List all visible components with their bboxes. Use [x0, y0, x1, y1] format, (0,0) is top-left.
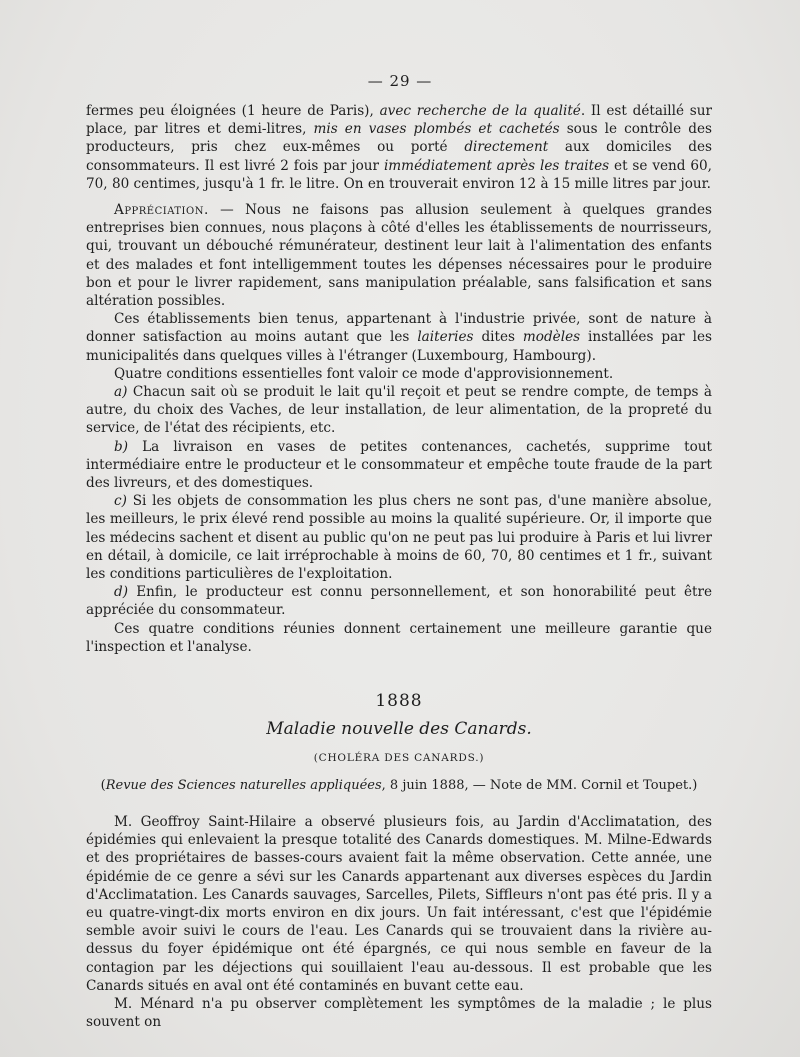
italic-text: mis en vases plombés et cachetés — [313, 121, 560, 138]
text: La livraison en vases de petites contenances, cachetés, supprime tout intermédiaire entre le producteur et le consommateur et empêche toute fraude de la part des livreurs, et des domestiques. — [86, 438, 712, 492]
paragraph-establishments — [86, 310, 712, 365]
italic-text: avec recherche de la qualité — [379, 103, 581, 119]
appreciation-heading: Appréciation. — [114, 202, 209, 219]
section-source — [86, 777, 712, 795]
italic-text: laiteries — [417, 329, 474, 346]
condition-label: c) — [114, 493, 127, 510]
section-subtitle: (CHOLÉRA DES CANARDS.) — [313, 751, 485, 764]
text: . Il est détaillé sur place, par litres et demi-litres, — [86, 103, 712, 138]
section-year: 1888 — [375, 691, 423, 712]
text: fermes peu éloignées (1 heure de Paris), — [86, 103, 380, 119]
text: — Nous ne faisons pas allusion seulement à quelques grandes entreprises bien connues, nous plaçons à côté d'elles les établissements de nourrisseurs, qui, trouvant un débouché rémunérateur, destinent leur lait à l'alimentation des enfants et des malades et font intelligemment toutes les dépenses nécessaires pour le produire bon et pour le livrer rapidement, sans manipulation préalable, sans falsification et sans altération possibles. — [86, 202, 712, 310]
paragraph-conclusion: Ces quatre conditions réunies donnent certainement une meilleure garantie que l'inspection et l'analyse. — [86, 620, 712, 655]
condition-label: b) — [114, 438, 129, 455]
text: dites — [473, 329, 523, 346]
italic-text: modèles — [522, 329, 581, 346]
document-body — [86, 102, 712, 1031]
text: aux domiciles des consommateurs. Il est livré 2 fois par jour — [86, 139, 712, 174]
paragraph-four-conditions: Quatre conditions essentielles font valoir ce mode d'approvisionnement. — [114, 365, 614, 382]
source-journal: Revue des Sciences naturelles appliquées — [105, 777, 382, 793]
text: Enfin, le producteur est connu personnellement, et son honorabilité peut être appréciée du consommateur. — [86, 584, 712, 619]
italic-text: directement — [464, 139, 549, 156]
text: et se vend 60, 70, 80 centimes, jusqu'à 1 fr. le litre. On en trouverait environ 12 à 15 mille litres par jour. — [86, 157, 712, 192]
condition-c — [86, 492, 712, 583]
paragraph-milk-supply — [86, 102, 712, 193]
text: sous le contrôle des producteurs, pris chez eux-mêmes ou porté — [86, 121, 712, 156]
text: ( — [100, 777, 106, 793]
text: , 8 juin 1888, — Note de MM. Cornil et Toupet.) — [381, 777, 698, 793]
page-number: — 29 — — [367, 72, 433, 90]
paragraph-menard: M. Ménard n'a pu observer complètement les symptômes de la maladie ; le plus souvent on — [86, 995, 712, 1031]
text: Si les objets de consommation les plus chers ne sont pas, d'une manière absolue, les meilleurs, le prix élevé rend possible au moins la qualité supérieure. Or, il importe que les médecins sachent et disent au public qu'on ne peut pas lui produire à Paris et lui livrer en détail, à domicile, ce lait irréprochable à moins de 60, 70, 80 centimes et 1 fr., suivant les conditions particulières de l'exploitation. — [86, 493, 712, 583]
italic-text: immédiatement après les traites — [383, 157, 610, 174]
condition-a — [86, 383, 712, 438]
text: Chacun sait où se produit le lait qu'il reçoit et peut se rendre compte, de temps à autre, du choix des Vaches, de leur installation, de leur alimentation, de la propreté du service, de l'état des récipients, etc. — [86, 384, 712, 437]
text: Ces établissements bien tenus, appartenant à l'industrie privée, sont de nature à donner satisfaction au moins autant que les — [86, 311, 712, 346]
condition-label: a) — [114, 384, 128, 401]
section-title: Maladie nouvelle des Canards. — [266, 719, 532, 740]
text: installées par les municipalités dans quelques villes à l'étranger (Luxembourg, Hambourg). — [86, 329, 712, 364]
paragraph-appreciation — [86, 201, 712, 310]
condition-label: d) — [114, 584, 129, 601]
paragraph-geoffroy: M. Geoffroy Saint-Hilaire a observé plusieurs fois, au Jardin d'Acclimatation, des épidémies qui enlevaient la presque totalité des Canards domestiques. M. Milne-Edwards et des propriétaires de basses-cours avaient fait la même observation. Cette année, une épidémie de ce genre a sévi sur les Canards appartenant aux diverses espèces du Jardin d'Acclimatation. Les Canards sauvages, Sarcelles, Pilets, Siffleurs n'ont pas été pris. Il y a eu quatre-vingt-dix morts environ en dix jours. Un fait intéressant, c'est que l'épidémie semble avoir suivi le cours de l'eau. Les Canards qui se trouvaient dans la rivière au-dessus du foyer épidémique ont été épargnés, ce qui nous semble en faveur de la contagion par les déjections qui souillaient l'eau au-dessous. Il est probable que les Canards situés en aval ont été contaminés en buvant cette eau. — [86, 813, 712, 994]
condition-d — [86, 583, 712, 619]
condition-b — [86, 438, 712, 493]
